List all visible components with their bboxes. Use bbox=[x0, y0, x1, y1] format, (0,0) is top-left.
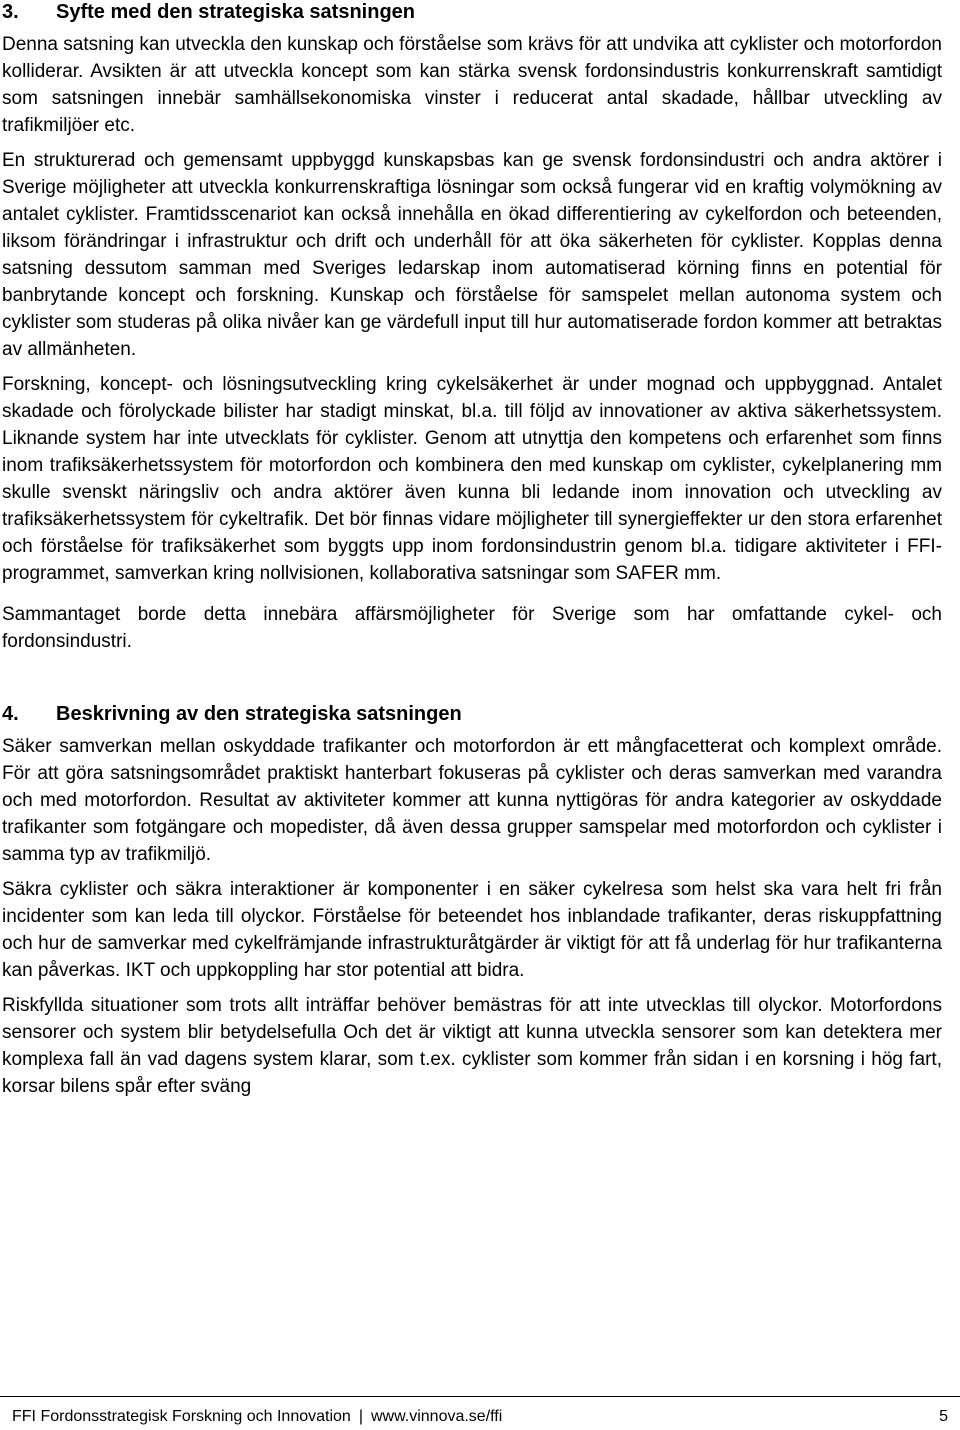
section-4-heading bbox=[2, 702, 942, 726]
section-4-paragraph-3: Riskfyllda situationer som trots allt inträffar behöver bemästras för att inte utvecklas till olyckor. Motorfordons sensorer och system blir betydelsefulla Och det är viktigt att kunna utveckla sensorer som kan detektera mer komplexa fall än vad dagens system klarar, som t.ex. cyklister som kommer från sidan i en korsning i hög fart, korsar bilens spår efter sväng bbox=[2, 995, 942, 1097]
footer-separator: | bbox=[358, 1408, 363, 1425]
section-4-paragraph-1: Säker samverkan mellan oskyddade trafikanter och motorfordon är ett mångfacetterat och komplext område. För att göra satsningsområdet praktiskt hanterbart fokuseras på cyklister och deras samverkan med varandra och med motorfordon. Resultat av aktiviteter kommer att kunna nyttigöras för andra kategorier av oskyddade trafikanter som fotgängare och mopedister, då även dessa grupper samspelar med motorfordon och cyklister i samma typ av trafikmiljö. bbox=[2, 736, 942, 865]
section-3-paragraph-3: Forskning, koncept- och lösningsutveckling kring cykelsäkerhet är under mognad och uppbyggnad. Antalet skadade och förolyckade bilister har stadigt minskat, bl.a. till följd av innovationer av aktiva säkerhetssystem. Liknande system har inte utvecklats för cyklister. Genom att utnyttja den kompetens och erfarenhet som finns inom trafiksäkerhetssystem för motorfordon och kombinera den med kunskap om cyklister, cykelplanering mm skulle svenskt näringsliv och andra aktörer även kunna bli ledande inom innovation och utveckling av trafiksäkerhetssystem för cykeltrafik. Det bör finnas vidare möjligheter till synergieffekter ur den stora erfarenhet och förståelse för trafiksäkerhet som byggts upp inom fordonsindustrin genom bl.a. tidigare aktiviteter i FFI-programmet, samverkan kring nollvisionen, kollaborativa satsningar som SAFER mm. bbox=[2, 374, 942, 584]
section-4-paragraph-2: Säkra cyklister och säkra interaktioner är komponenter i en säker cykelresa som helst ska vara helt fri från incidenter som kan leda till olyckor. Förståelse för beteendet hos inblandade trafikanter, deras riskuppfattning och hur de samverkar med cykelfrämjande infrastrukturåtgärder är viktigt för att få underlag för hur trafikanterna kan påverkas. IKT och uppkoppling har stor potential att bidra. bbox=[2, 879, 942, 981]
section-3-number: 3. bbox=[2, 1, 19, 23]
footer-url-link[interactable]: www.vinnova.se/ffi bbox=[370, 1408, 503, 1425]
section-3-paragraph-4: Sammantaget borde detta innebära affärsmöjligheter för Sverige som har omfattande cykel- och fordonsindustri. bbox=[2, 604, 942, 652]
page-number: 5 bbox=[939, 1408, 948, 1425]
section-3-paragraph-2: En strukturerad och gemensamt uppbyggd kunskapsbas kan ge svensk fordonsindustri och andra aktörer i Sverige möjligheter att utveckla konkurrenskraftiga lösningar som också fungerar vid en kraftig volymökning av antalet cyklister. Framtidsscenariot kan också innehålla en ökad differentiering av cykelfordon och beteenden, liksom förändringar i infrastruktur och drift och underhåll för att öka säkerheten för cyklister. Kopplas denna satsning dessutom samman med Sveriges ledarskap inom automatiserad körning finns en potential för banbrytande koncept och forskning. Kunskap och förståelse för samspelet mellan autonoma system och cyklister som studeras på olika nivåer kan ge värdefull input till hur automatiserade fordon kommer att betraktas av allmänheten. bbox=[2, 150, 942, 360]
section-4-title: Beskrivning av den strategiska satsningen bbox=[56, 703, 462, 725]
footer-left bbox=[12, 1407, 502, 1427]
section-3-heading bbox=[2, 0, 942, 24]
section-3-paragraph-1: Denna satsning kan utveckla den kunskap och förståelse som krävs för att undvika att cyklister och motorfordon kolliderar. Avsikten är att utveckla koncept som kan stärka svensk fordonsindustris konkurrenskraft samtidigt som satsningen innebär samhällsekonomiska vinster i reducerat antal skadade, hållbar utveckling av trafikmiljöer etc. bbox=[2, 34, 942, 136]
page-content bbox=[2, 0, 942, 1100]
section-4-number: 4. bbox=[2, 703, 19, 725]
page-footer bbox=[12, 1407, 948, 1427]
footer-program-name: FFI Fordonsstrategisk Forskning och Innovation bbox=[12, 1408, 351, 1425]
footer-divider bbox=[0, 1396, 960, 1397]
section-3-title: Syfte med den strategiska satsningen bbox=[56, 1, 416, 23]
